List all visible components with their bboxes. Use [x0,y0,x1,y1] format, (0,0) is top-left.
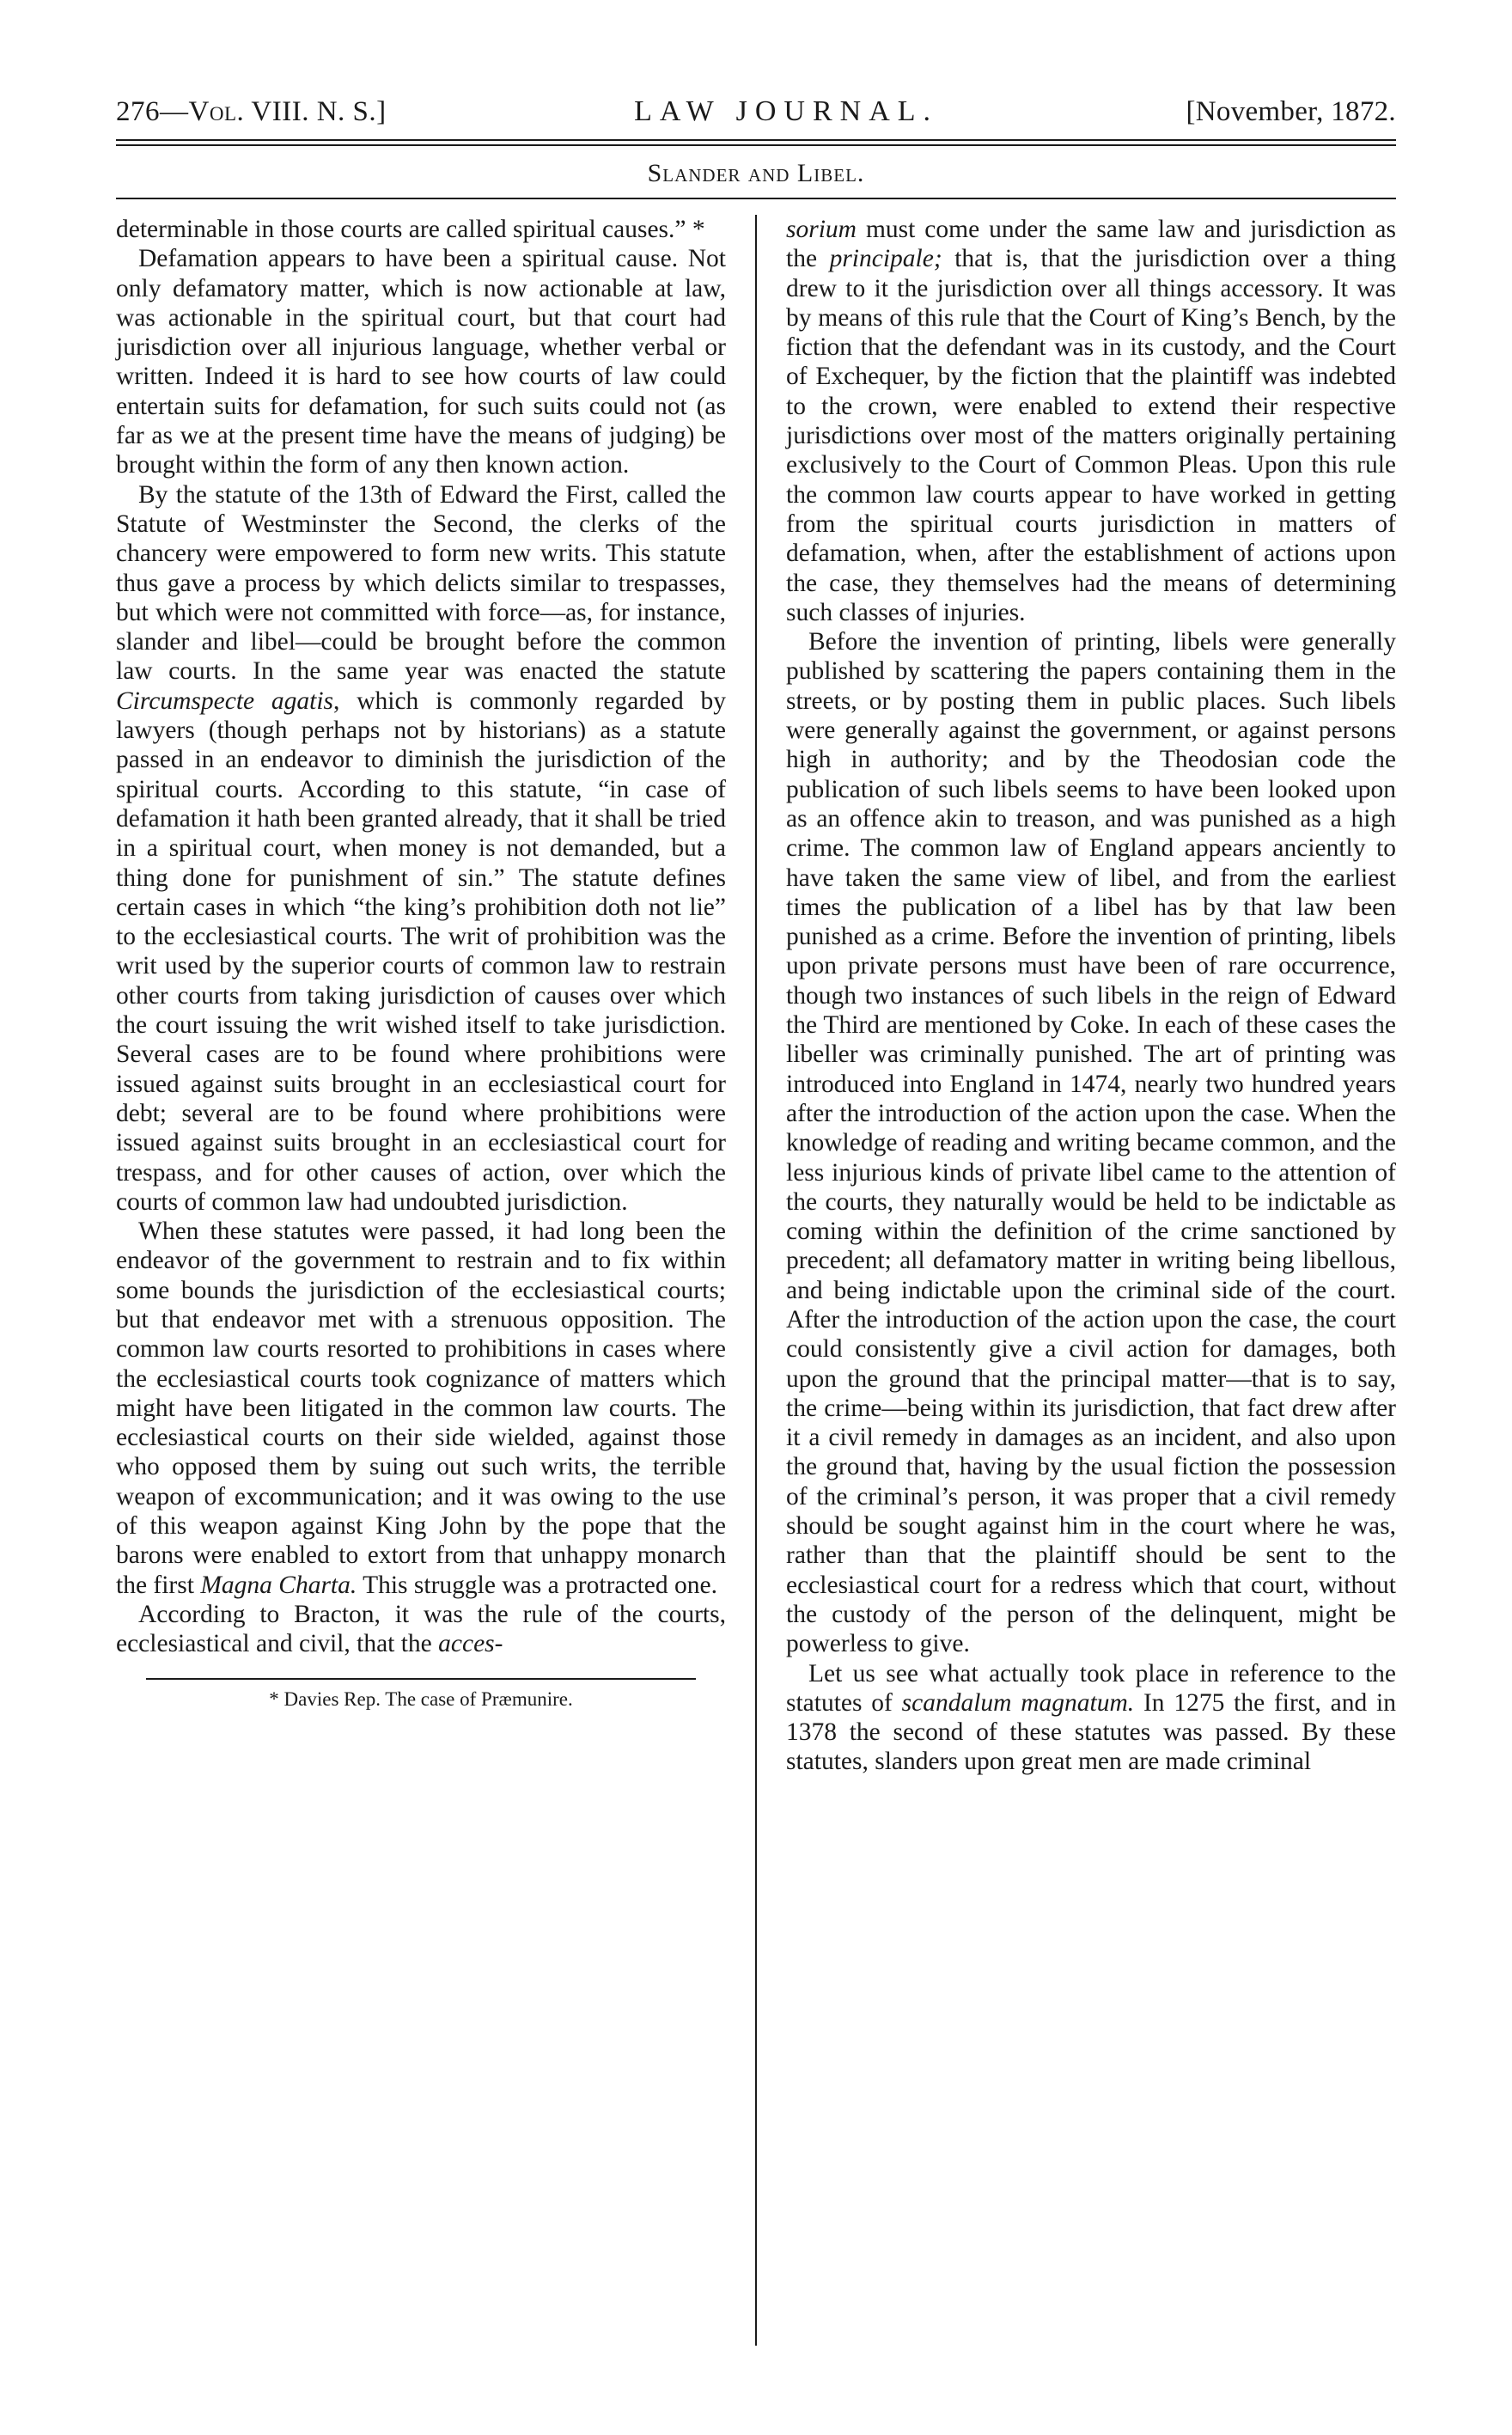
paragraph: When these statutes were passed, it had long been the endeavor of the government to restrain and to fix within some bounds the jurisdiction of the ecclesiastical courts; but that endeavor met with a strenuous opposition. The common law courts resorted to prohibitions in cases where the ecclesiastical courts took cognizance of matters which might have been litigated in the common law courts. The ecclesiastical courts on their side wielded, against those who opposed them by suing out such writs, the terrible weapon of excommunication; and it was owing to the use of this weapon against King John by the pope that the barons were enabled to extort from that unhappy monarch the first Magna Charta. This struggle was a protracted one. [116,1218,726,1599]
left-column [116,215,726,2414]
journal-title: LAW JOURNAL. [634,95,939,127]
section-title: Slander and Libel. [647,159,865,187]
paragraph: Let us see what actually took place in reference to the statutes of scandalum magnatum. In 1275 the first, and in 1378 the second of these statutes was passed. By these statutes, slanders upon great men are made criminal [786,1659,1396,1776]
running-head [116,95,1396,129]
article-columns [116,215,1396,2414]
paragraph: determinable in those courts are called spiritual causes.” * [116,216,705,243]
paragraph: sorium must come under the same law and jurisdiction as the principale; that is, that the jurisdiction over a thing drew to it the jurisdiction over all things accessory. It was by means of this rule that the Court of King’s Bench, by the fiction that the defendant was in its custody, and the Court of Exchequer, by the fiction that the plaintiff was indebted to the crown, were enabled to extend their respective jurisdictions over most of the matters originally pertaining exclusively to the Court of Common Pleas. Upon this rule the common law courts appear to have worked in getting from the spiritual courts jurisdiction in matters of defamation, when, after the establishment of actions upon the case, they themselves had the means of determining such classes of injuries. [786,216,1397,626]
section-rule [116,198,1396,199]
column-divider [755,215,757,2346]
paragraph: According to Bracton, it was the rule of the courts, ecclesiastical and civil, that the acces- [116,1600,726,1658]
header-double-rule [116,139,1396,146]
footnote: * Davies Rep. The case of Præmunire. [269,1687,573,1710]
paragraph: By the statute of the 13th of Edward the First, called the Statute of Westminster the Second, the clerks of the chancery were empowered to form new writs. This statute thus gave a process by which delicts similar to trespasses, but which were not committed with force—as, for instance, slander and libel—could be brought before the common law courts. In the same year was enacted the statute Circumspecte agatis, which is commonly regarded by lawyers (though perhaps not by historians) as a statute passed in an endeavor to diminish the jurisdiction of the spiritual courts. According to this statute, “in case of defamation it hath been granted already, that it shall be tried in a spiritual court, when money is not demanded, but a thing done for punishment of sin.” The statute defines certain cases in which “the king’s prohibition doth not lie” to the ecclesiastical courts. The writ of prohibition was the writ used by the superior courts of common law to restrain other courts from taking jurisdiction of causes over which the court issuing the writ wished itself to take jurisdiction. Several cases are to be found where prohibitions were issued against suits brought in an ecclesiastical court for debt; several are to be found where prohibitions were issued against suits brought in an ecclesiastical court for trespass, and for other causes of action, over which the courts of common law had undoubted jurisdiction. [116,480,726,1216]
footnote-rule [146,1678,696,1680]
volume-label: 276—Vol. VIII. N. S.] [116,96,387,127]
paragraph: Before the invention of printing, libels were generally published by scattering the papers containing them in the streets, or by posting them in public places. Such libels were generally against the government, or against persons high in authority; and by the Theodosian code the publication of such libels seems to have been looked upon as an offence akin to treason, and was punished as a high crime. The common law of England appears anciently to have taken the same view of libel, and from the earliest times the publication of a libel has by that law been punished as a crime. Before the invention of printing, libels upon private persons must have been of rare occurrence, though two instances of such libels in the reign of Edward the Third are mentioned by Coke. In each of these cases the libeller was criminally punished. The art of printing was introduced into England in 1474, nearly two hundred years after the introduction of the action upon the case. When the knowledge of reading and writing became common, and the less injurious kinds of private libel came to the attention of the courts, they naturally would be held to be indictable as coming within the definition of the crime sanctioned by precedent; all defamatory matter in writing being libellous, and being indictable upon the criminal side of the court. After the introduction of the action upon the case, the court could consistently give a civil action for damages, both upon the ground that the principal matter—that is to say, the crime—being within its jurisdiction, that fact drew after it a civil remedy in damages as an incident, and also upon the ground that, having by the usual fiction the possession of the criminal’s person, it was proper that a civil remedy should be sought against him in the court where he was, rather than that the plaintiff should be sent to the ecclesiastical court for a redress which that court, without the custody of the person of the delinquent, might be powerless to give. [786,628,1396,1658]
paragraph: Defamation appears to have been a spiritual cause. Not only defamatory matter, which is now actionable at law, was actionable in the spiritual court, but that court had jurisdiction over all injurious language, whether verbal or written. Indeed it is hard to see how courts of law could entertain suits for defamation, for such suits could not (as far as we at the present time have the means of judging) be brought within the form of any then known action. [116,245,726,479]
issue-date: [November, 1872. [1186,96,1396,127]
right-column [786,215,1396,2414]
